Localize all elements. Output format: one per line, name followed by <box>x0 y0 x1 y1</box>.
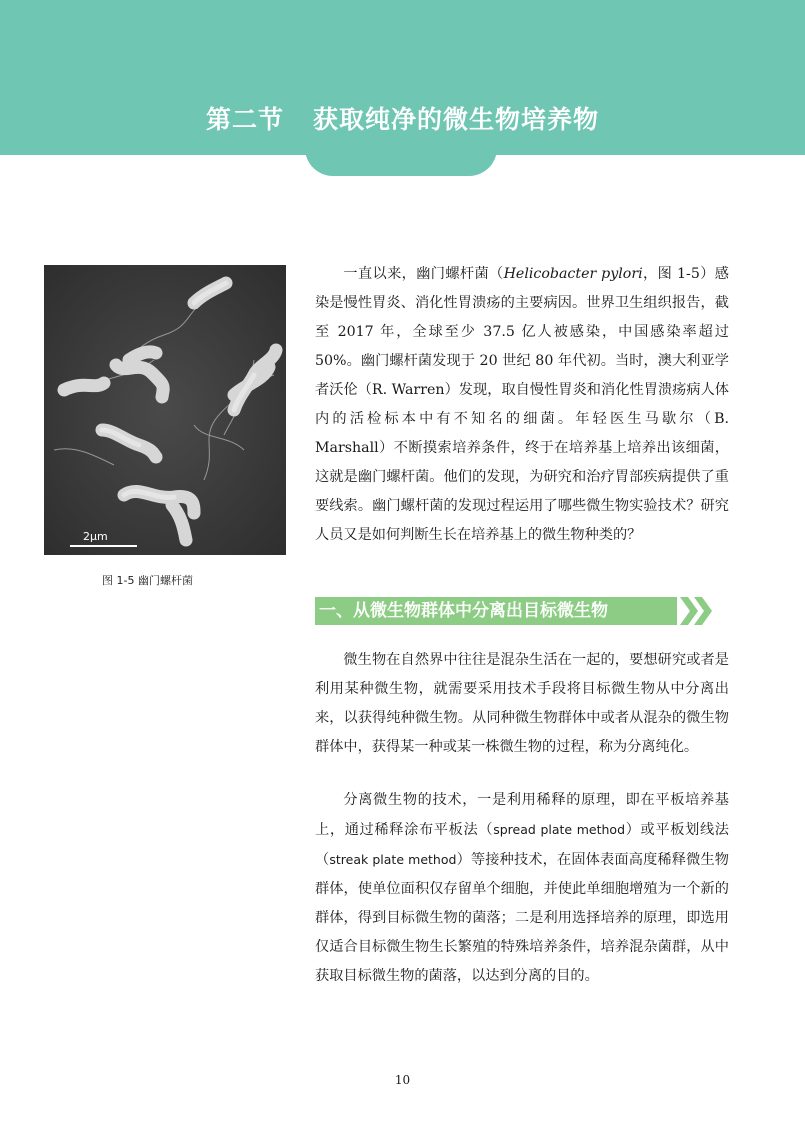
intro-text-start: 一直以来，幽门螺杆菌（ <box>343 266 504 282</box>
paragraph2-text-1: 分离微生物的技术，一是利用稀释的原理，即在平板培养基上，通过稀释涂布平板法（ <box>315 792 729 838</box>
bacteria-micrograph <box>44 265 286 555</box>
figure-caption: 图 1-5 幽门螺杆菌 <box>102 574 193 587</box>
paragraph2-text-2: ）或平板划线法（ <box>315 822 729 868</box>
section-paragraph-1: 微生物在自然界中往往是混杂生活在一起的，要想研究或者是利用某种微生物，就需要采用技术手段将目标微生物从中分离出来，以获得纯种微生物。从同种微生物群体中或者从混杂的微生物群体中，获得某一种或某一株微生物的过程，称为分离纯化。 <box>315 652 729 755</box>
section-title: 一、从微生物群体中分离出目标微生物 <box>319 601 608 621</box>
double-chevron-icon <box>680 597 714 625</box>
species-name: Helicobacter pylori <box>503 266 643 282</box>
section-paragraph-2 <box>315 786 729 991</box>
intro-paragraph <box>315 260 729 550</box>
intro-text-rest: ，图 1-5）感染是慢性胃炎、消化性胃溃疡的主要病因。世界卫生组织报告，截至 2017 年，全球至少 37.5 亿人被感染，中国感染率超过 50%。幽门螺杆菌发现于 20 世纪 80 年代初。当时，澳大利亚学者沃伦（R. Warren）发现，取自慢性胃炎和消化性胃溃疡病人体内的活检标本中有不知名的细菌。年轻医生马歇尔（B. Marshall）不断摸索培养条件，终于在培养基上培养出该细菌，这就是幽门螺杆菌。他们的发现，为研究和治疗胃部疾病提供了重要线索。幽门螺杆菌的发现过程运用了哪些微生物实验技术？研究人员又是如何判断生长在培养基上的微生物种类的？ <box>315 266 729 543</box>
paragraph2-text-3: ）等接种技术，在固体表面高度稀释微生物群体，使单位面积仅存留单个细胞，并使此单细胞增殖为一个新的群体，得到目标微生物的菌落；二是利用选择培养的原理，即选用仅适合目标微生物生长繁殖的特殊培养条件，培养混杂菌群，从中获取目标微生物的菌落，以达到分离的目的。 <box>315 852 729 984</box>
term-spread-plate: spread plate method <box>493 822 626 837</box>
page-number: 10 <box>394 1073 411 1087</box>
scale-bar-label: 2μm <box>83 530 108 543</box>
chapter-title: 第二节 获取纯净的微生物培养物 <box>205 105 600 134</box>
banner-tab <box>305 140 497 176</box>
term-streak-plate: streak plate method <box>329 852 457 867</box>
